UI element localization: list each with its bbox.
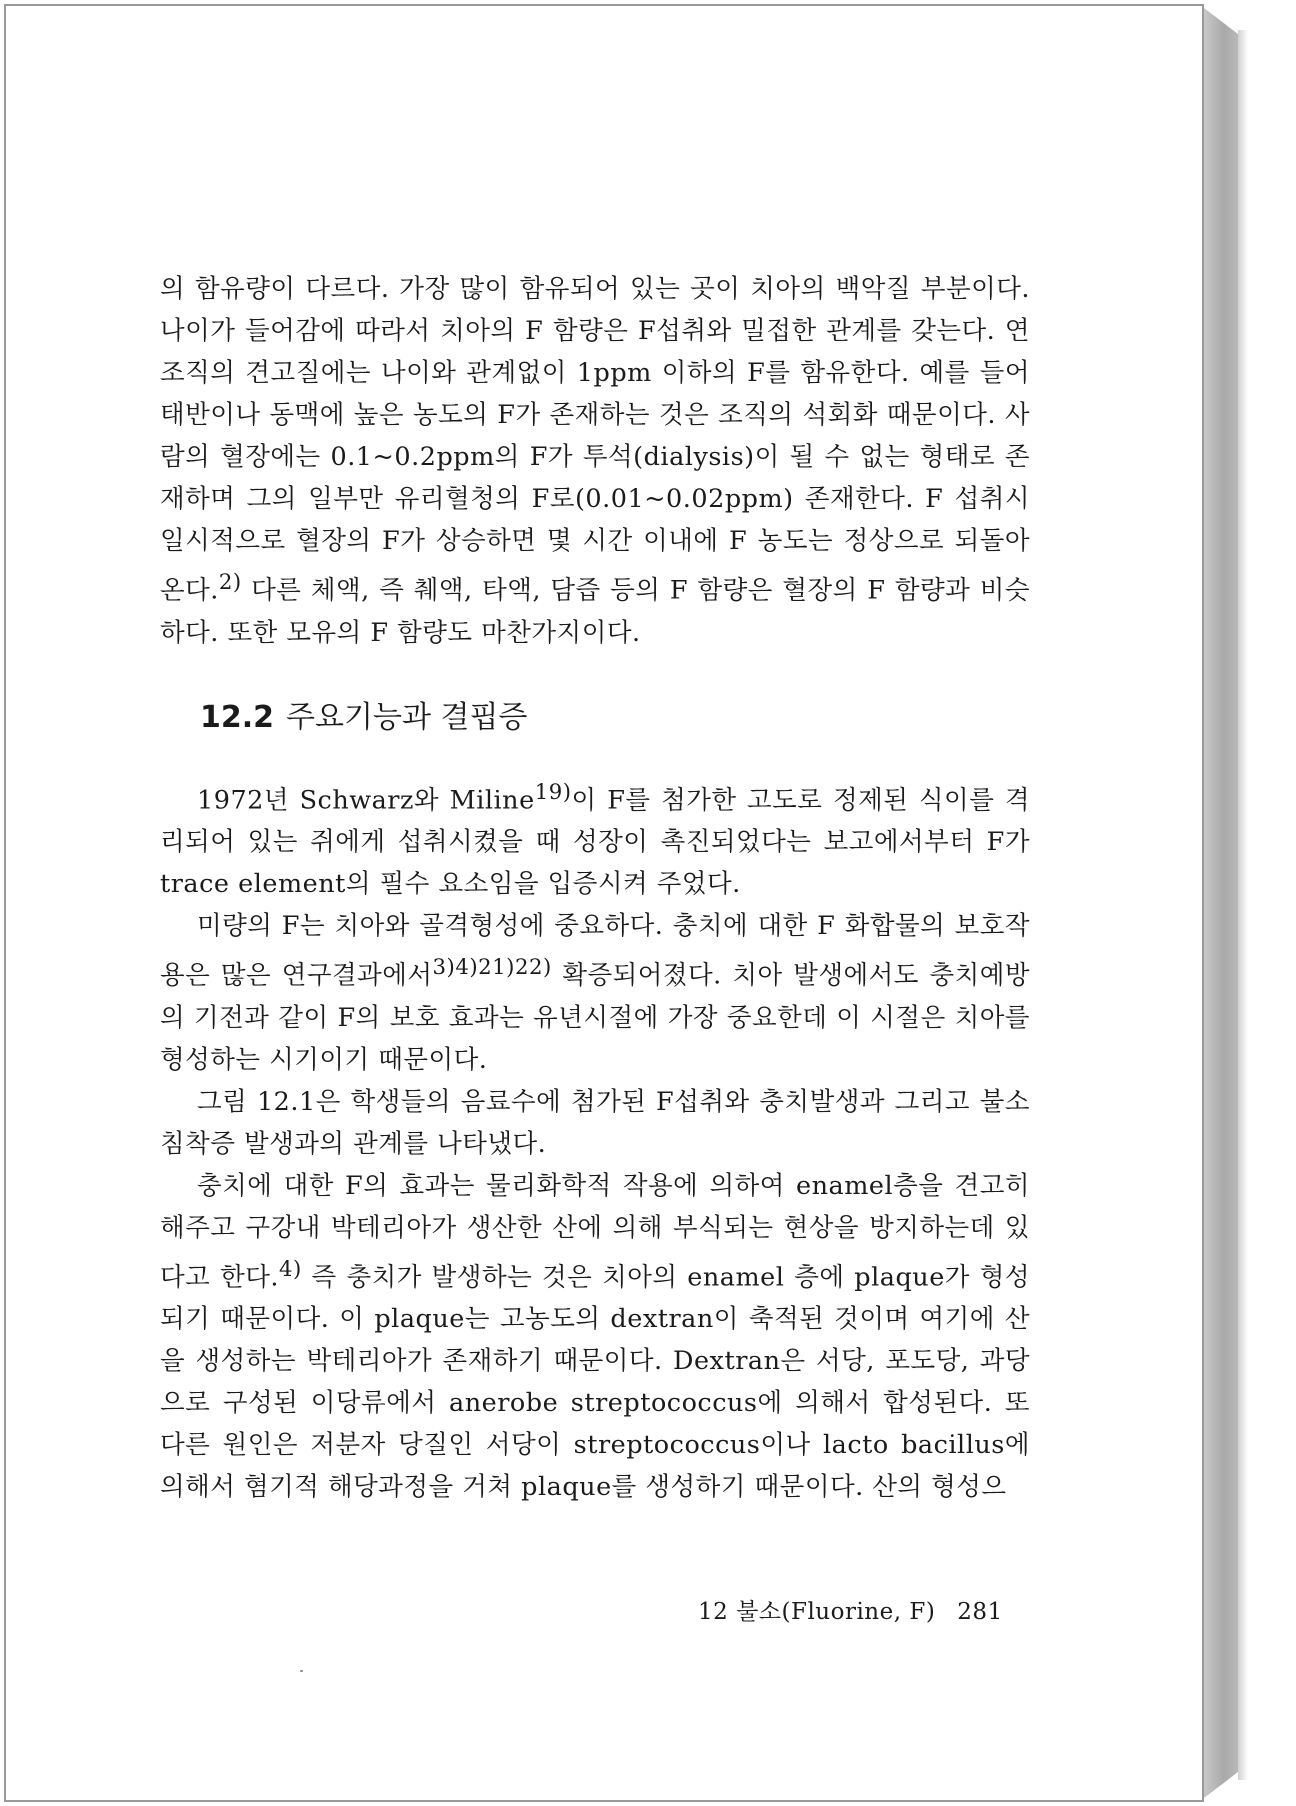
citation: 4)	[278, 1256, 302, 1282]
paragraph: 그림 12.1은 학생들의 음료수에 첨가된 F섭취와 충치발생과 그리고 불소침착증 발생과의 관계를 나타냈다.	[160, 1086, 1030, 1159]
citation: 3)4)21)22)	[432, 955, 552, 980]
paragraph	[160, 772, 1030, 906]
paragraph	[160, 1165, 1030, 1509]
citation: 19)	[534, 779, 572, 805]
section-heading	[200, 698, 1030, 738]
paragraph-text: 충치에 대한 F의 효과는 물리화학적 작용에 의하여 enamel층을 견고히 해주고 구강내 박테리아가 생산한 산에 의해 부식되는 현상을 방지하는데 있다고 한다.	[160, 1170, 1030, 1292]
paragraph	[160, 905, 1030, 1081]
paragraph-text: 확증되어졌다. 치아 발생에서도 충치예방의 기전과 같이 F의 보호 효과는 유년시절에 가장 중요한데 이 시절은 치아를 형성하는 시기이기 때문이다.	[160, 960, 1031, 1075]
paragraph-continued	[160, 268, 1030, 654]
page-edge	[1204, 8, 1238, 1798]
page-number: 281	[957, 1599, 1003, 1625]
paragraph-text: 다른 체액, 즉 췌액, 타액, 담즙 등의 F 함량은 혈장의 F 함량과 비슷하다. 또한 모유의 F 함량도 마찬가지이다.	[160, 575, 1030, 648]
section-number: 12.2	[200, 699, 275, 735]
paragraph-text: 즉 충치가 발생하는 것은 치아의 enamel 층에 plaque가 형성되기 때문이다. 이 plaque는 고농도의 dextran이 축적된 것이며 여기에 산을 생성하는 박테리아가 존재하기 때문이다. Dextran은 서당, 포도당, 과당으로 구성된 이당류에서 anerobe streptococcus에 의해서 합성된다. 또 다른 원인은 저분자 당질인 서당이 streptococcus이나 lacto bacillus에 의해서 혐기적 해당과정을 거쳐 plaque를 생성하기 때문이다. 산의 형성으	[160, 1262, 1030, 1502]
citation: 2)	[218, 570, 242, 595]
running-footer	[698, 1597, 1003, 1627]
scan-speck	[300, 1670, 303, 1672]
page-shadow	[1238, 30, 1248, 1780]
chapter-label: 12 불소(Fluorine, F)	[698, 1599, 936, 1625]
paragraph-text: 1972년 Schwarz와 Miline	[197, 785, 535, 815]
section-title: 주요기능과 결핍증	[286, 699, 528, 735]
paragraph-text: 미량의 F는 치아와 골격형성에 중요하다. 충치에 대한 F 화합물의 보호작용은 많은 연구결과에서	[160, 911, 1030, 991]
paragraph-text: 이 F를 첨가한 고도로 정제된 식이를 격리되어 있는 쥐에게 섭취시켰을 때 성장이 촉진되었다는 보고에서부터 F가 trace element의 필수 요소임을 입증시켜 주었다.	[160, 785, 1031, 899]
page-content	[160, 268, 1030, 1508]
paragraph-text: 의 함유량이 다르다. 가장 많이 함유되어 있는 곳이 치아의 백악질 부분이다. 나이가 들어감에 따라서 치아의 F 함량은 F섭취와 밀접한 관계를 갖는다. 연조직의 견고질에는 나이와 관계없이 1ppm 이하의 F를 함유한다. 예를 들어 태반이나 동맥에 높은 농도의 F가 존재하는 것은 조직의 석회화 때문이다. 사람의 혈장에는 0.1~0.2ppm의 F가 투석(dialysis)이 될 수 없는 형태로 존재하며 그의 일부만 유리혈청의 F로(0.01~0.02ppm) 존재한다. F 섭취시 일시적으로 혈장의 F가 상승하면 몇 시간 이내에 F 농도는 정상으로 되돌아온다.	[160, 274, 1030, 606]
